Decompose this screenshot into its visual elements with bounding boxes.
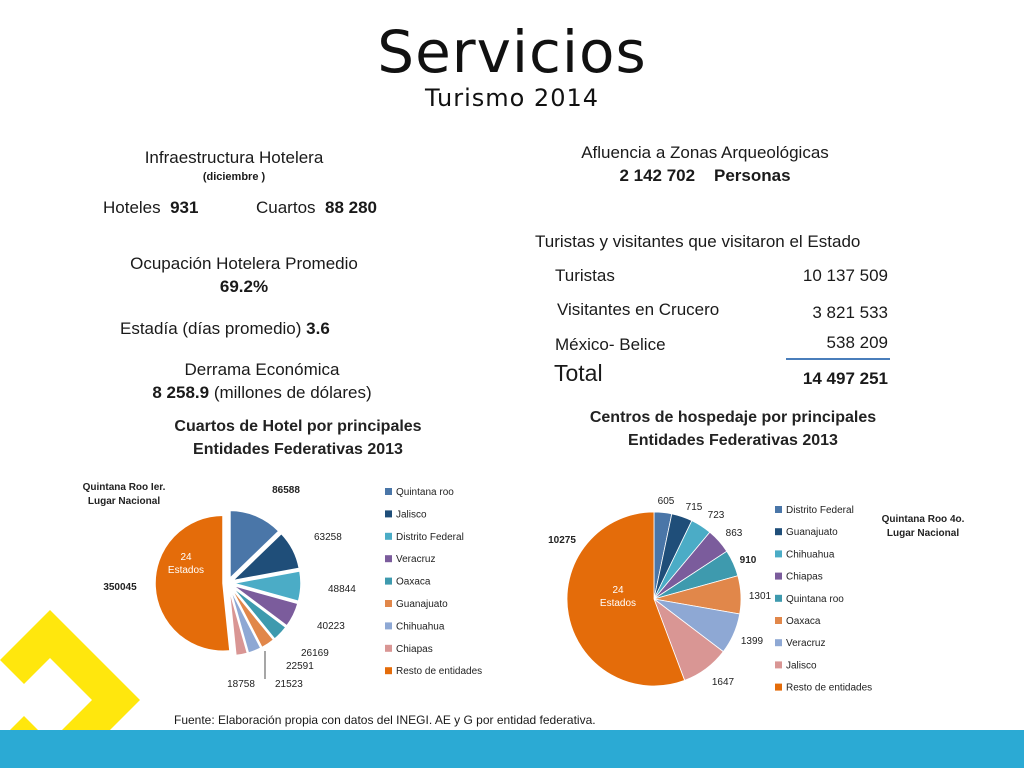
derrama-label: Derrama Económica xyxy=(184,360,340,379)
pie-slice-resto-de-entidades xyxy=(155,515,230,651)
footer-band xyxy=(0,730,1024,768)
data-label-veracruz: 1399 xyxy=(740,636,764,647)
derrama-stat xyxy=(112,383,412,403)
legend-swatch-resto-de-entidades xyxy=(385,667,392,674)
afluencia-label: Afluencia a Zonas Arqueológicas xyxy=(581,143,829,162)
turistas-row-value: 10 137 509 xyxy=(802,266,888,285)
legend-swatch-chiapas xyxy=(775,573,782,580)
cuartos-value: 88 280 xyxy=(324,198,377,217)
belice-row-value: 538 209 xyxy=(826,333,888,352)
data-label-resto-de-entidades: 10275 xyxy=(548,535,576,546)
legend-item-chiapas: Chiapas xyxy=(396,643,433,655)
legend-item-quintana-roo: Quintana roo xyxy=(396,487,454,498)
data-label-distrito-federal: 605 xyxy=(657,496,675,507)
afluencia-unit: Personas xyxy=(714,166,791,185)
data-label-chiapas: 863 xyxy=(725,528,743,539)
legend-swatch-distrito-federal xyxy=(385,533,392,540)
data-label-chiapas: 18758 xyxy=(227,679,255,690)
legend-swatch-resto-de-entidades xyxy=(775,684,782,691)
legend-swatch-oaxaca xyxy=(385,578,392,585)
legend-item-jalisco: Jalisco xyxy=(786,660,817,672)
legend-swatch-chihuahua xyxy=(385,622,392,629)
legend-swatch-veracruz xyxy=(385,555,392,562)
legend-item-distrito-federal: Distrito Federal xyxy=(396,531,464,543)
data-label-resto-de-entidades: 350045 xyxy=(103,582,137,593)
legend-item-oaxaca: Oaxaca xyxy=(396,576,431,588)
chart-note: Quintana Roo Ier. xyxy=(82,482,166,493)
afluencia-value: 2 142 702 xyxy=(619,166,696,185)
legend-item-guanajuato: Guanajuato xyxy=(786,527,838,539)
ocupacion-label: Ocupación Hotelera Promedio xyxy=(130,254,358,273)
crucero-row-label: Visitantes en Crucero xyxy=(557,300,720,319)
legend-swatch-quintana-roo xyxy=(775,595,782,602)
ocupacion-value: 69.2% xyxy=(219,277,269,296)
chart1-svg xyxy=(60,470,510,700)
page-title: Servicios xyxy=(377,18,647,86)
chart2-svg xyxy=(530,470,1000,705)
hotel-infra-subtitle: (diciembre ) xyxy=(202,171,266,183)
hoteles-label: Hoteles xyxy=(103,198,161,217)
legend-item-veracruz: Veracruz xyxy=(396,554,436,566)
turistas-row-label: Turistas xyxy=(555,266,615,285)
legend-item-jalisco: Jalisco xyxy=(396,509,427,521)
legend-swatch-jalisco xyxy=(385,510,392,517)
chart-note: Lugar Nacional xyxy=(886,528,960,539)
estadia-stat xyxy=(120,319,330,339)
data-label-guanajuato: 715 xyxy=(685,502,703,513)
cuartos-stat xyxy=(256,198,377,218)
legend-swatch-distrito-federal xyxy=(775,506,782,513)
chart2-title: Centros de hospedaje por principales Entidades Federativas 2013 xyxy=(589,409,877,449)
data-label-jalisco: 1647 xyxy=(711,677,735,688)
legend-swatch-veracruz xyxy=(775,639,782,646)
data-label-chihuahua: 21523 xyxy=(275,679,303,690)
pie-inner-label: 24 xyxy=(612,585,624,596)
hoteles-value: 931 xyxy=(170,198,199,217)
legend-item-quintana-roo: Quintana roo xyxy=(786,593,844,605)
pie-inner-label: Estados xyxy=(599,598,637,609)
hotel-infra-title: Infraestructura Hotelera xyxy=(144,148,324,167)
data-label-oaxaca: 26169 xyxy=(301,648,329,659)
crucero-row-value: 3 821 533 xyxy=(812,303,888,322)
estadia-value: 3.6 xyxy=(306,319,330,338)
data-label-quintana-roo: 910 xyxy=(739,555,757,566)
sum-divider xyxy=(786,358,890,360)
legend-swatch-quintana-roo xyxy=(385,488,392,495)
derrama-value: 8 258.9 xyxy=(152,383,210,402)
legend-item-distrito-federal: Distrito Federal xyxy=(786,505,854,516)
derrama-unit: (millones de dólares) xyxy=(213,383,372,402)
data-label-jalisco: 63258 xyxy=(314,532,342,543)
data-label-quintana-roo: 86588 xyxy=(272,485,300,496)
data-label-distrito-federal: 48844 xyxy=(328,584,356,595)
legend-item-chihuahua: Chihuahua xyxy=(786,549,835,561)
legend-item-chihuahua: Chihuahua xyxy=(396,621,445,633)
legend-item-guanajuato: Guanajuato xyxy=(396,599,448,610)
data-label-veracruz: 40223 xyxy=(317,621,345,632)
estadia-label: Estadía (días promedio) xyxy=(120,319,302,338)
legend-swatch-oaxaca xyxy=(775,617,782,624)
legend-swatch-chiapas xyxy=(385,645,392,652)
pie-inner-label: 24 xyxy=(180,552,192,563)
legend-item-resto-de-entidades: Resto de entidades xyxy=(786,682,873,694)
belice-row-label: México- Belice xyxy=(555,335,666,354)
hoteles-stat xyxy=(103,198,198,218)
legend-swatch-guanajuato xyxy=(385,600,392,607)
total-label: Total xyxy=(554,360,603,386)
chart1-title: Cuartos de Hotel por principales Entidades Federativas 2013 xyxy=(174,418,422,458)
afluencia-stat xyxy=(555,166,855,186)
data-label-guanajuato: 22591 xyxy=(286,661,314,672)
chart-note: Lugar Nacional xyxy=(87,496,161,507)
legend-swatch-jalisco xyxy=(775,661,782,668)
legend-item-resto-de-entidades: Resto de entidades xyxy=(396,666,483,678)
turistas-heading: Turistas y visitantes que visitaron el Estado xyxy=(535,232,861,251)
data-label-oaxaca: 1301 xyxy=(748,591,772,602)
legend-swatch-chihuahua xyxy=(775,550,782,557)
legend-item-chiapas: Chiapas xyxy=(786,571,823,583)
page-subtitle: Turismo 2014 xyxy=(424,84,600,112)
data-label-chihuahua: 723 xyxy=(707,510,725,521)
source-note: Fuente: Elaboración propia con datos del INEGI. AE y G por entidad federativa. xyxy=(174,713,596,727)
legend-item-oaxaca: Oaxaca xyxy=(786,616,821,627)
cuartos-label: Cuartos xyxy=(256,198,316,217)
pie-inner-label: Estados xyxy=(167,565,205,576)
total-value: 14 497 251 xyxy=(802,369,888,388)
legend-swatch-guanajuato xyxy=(775,528,782,535)
legend-item-veracruz: Veracruz xyxy=(786,638,826,650)
chart-note: Quintana Roo 4o. xyxy=(881,514,965,525)
